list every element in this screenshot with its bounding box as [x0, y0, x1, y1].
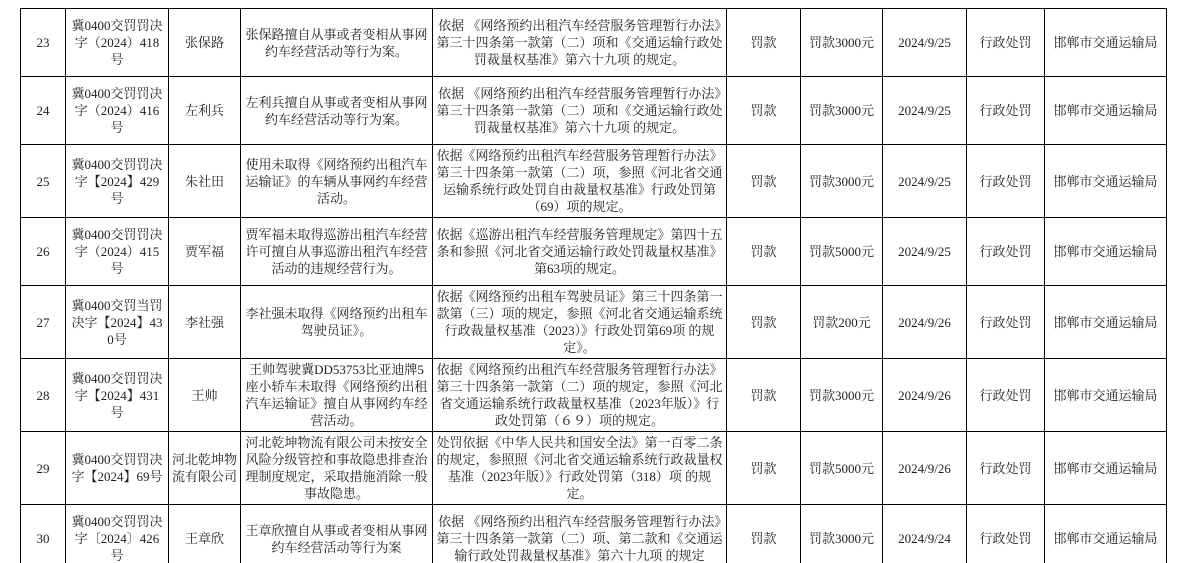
- cell-party-name: 李社强: [169, 286, 241, 359]
- cell-decision-date: 2024/9/25: [883, 145, 967, 218]
- cell-penalty-amount: 罚款3000元: [801, 9, 883, 77]
- cell-legal-basis: 依据 《网络预约出租汽车经营服务管理暂行办法》第三十四条第一款第（二）项和《交通运输行政处罚裁量权基准》第六十九项 的规定。: [433, 9, 727, 77]
- table-row: [21, 505, 1167, 563]
- cell-penalty-category: 行政处罚: [967, 432, 1045, 505]
- cell-penalty-amount: 罚款3000元: [801, 505, 883, 563]
- cell-case-summary: 河北乾坤物流有限公司未按安全风险分级管控和事故隐患排查治理制度规定，采取措施消除一般事故隐患。: [241, 432, 433, 505]
- cell-party-name: 王章欣: [169, 505, 241, 563]
- cell-doc-number: 冀0400交罚罚决字【2024】429号: [66, 145, 169, 218]
- cell-decision-date: 2024/9/25: [883, 218, 967, 286]
- cell-legal-basis: 依据《网络预约出租汽车经营服务管理暂行办法》第三十四条第一款第（二）项的规定，参照《河北省交通运输系统行政裁量权基准（2023年版）》行政处罚第（６９）项的规定。: [433, 359, 727, 432]
- cell-authority: 邯郸市交通运输局: [1045, 9, 1167, 77]
- cell-legal-basis: 处罚依据《中华人民共和国安全法》第一百零二条的规定，参照照《河北省交通运输系统行政裁量权基准（2023年版）》行政处罚第（318）项 的规定。: [433, 432, 727, 505]
- cell-seq: 30: [21, 505, 66, 563]
- cell-penalty-type: 罚款: [727, 505, 801, 563]
- table-row: [21, 286, 1167, 359]
- table-row: [21, 432, 1167, 505]
- cell-authority: 邯郸市交通运输局: [1045, 286, 1167, 359]
- cell-decision-date: 2024/9/24: [883, 505, 967, 563]
- cell-doc-number: 冀0400交罚罚决字（2024）418号: [66, 9, 169, 77]
- cell-doc-number: 冀0400交罚罚决字（2024）415号: [66, 218, 169, 286]
- cell-authority: 邯郸市交通运输局: [1045, 145, 1167, 218]
- cell-penalty-category: 行政处罚: [967, 77, 1045, 145]
- cell-party-name: 左利兵: [169, 77, 241, 145]
- cell-case-summary: 左利兵擅自从事或者变相从事网约车经营活动等行为案。: [241, 77, 433, 145]
- cell-penalty-type: 罚款: [727, 286, 801, 359]
- cell-authority: 邯郸市交通运输局: [1045, 432, 1167, 505]
- cell-authority: 邯郸市交通运输局: [1045, 218, 1167, 286]
- cell-penalty-category: 行政处罚: [967, 9, 1045, 77]
- cell-doc-number: 冀0400交罚罚决字〔2024〕426号: [66, 505, 169, 563]
- cell-seq: 28: [21, 359, 66, 432]
- penalty-table-body: [21, 9, 1167, 563]
- cell-party-name: 贾军福: [169, 218, 241, 286]
- cell-penalty-type: 罚款: [727, 9, 801, 77]
- cell-penalty-type: 罚款: [727, 432, 801, 505]
- cell-doc-number: 冀0400交罚罚决字【2024】69号: [66, 432, 169, 505]
- table-row: [21, 218, 1167, 286]
- cell-penalty-amount: 罚款3000元: [801, 145, 883, 218]
- cell-case-summary: 张保路擅自从事或者变相从事网约车经营活动等行为案。: [241, 9, 433, 77]
- cell-legal-basis: 依据《网络预约出租汽车经营服务管理暂行办法》第三十四条第一款第（二）项，参照《河北省交通运输系统行政处罚自由裁量权基准》行政处罚第（69）项的规定。: [433, 145, 727, 218]
- cell-seq: 27: [21, 286, 66, 359]
- cell-case-summary: 使用未取得《网络预约出租汽车运输证》的车辆从事网约车经营活动。: [241, 145, 433, 218]
- cell-decision-date: 2024/9/26: [883, 359, 967, 432]
- cell-party-name: 张保路: [169, 9, 241, 77]
- cell-party-name: 朱社田: [169, 145, 241, 218]
- cell-seq: 24: [21, 77, 66, 145]
- cell-decision-date: 2024/9/25: [883, 9, 967, 77]
- cell-penalty-type: 罚款: [727, 359, 801, 432]
- cell-penalty-category: 行政处罚: [967, 505, 1045, 563]
- table-row: [21, 359, 1167, 432]
- cell-authority: 邯郸市交通运输局: [1045, 359, 1167, 432]
- cell-seq: 23: [21, 9, 66, 77]
- cell-penalty-amount: 罚款3000元: [801, 359, 883, 432]
- cell-decision-date: 2024/9/25: [883, 77, 967, 145]
- cell-authority: 邯郸市交通运输局: [1045, 505, 1167, 563]
- table-row: [21, 9, 1167, 77]
- cell-penalty-amount: 罚款3000元: [801, 77, 883, 145]
- cell-seq: 26: [21, 218, 66, 286]
- penalty-table: [20, 8, 1167, 563]
- table-row: [21, 145, 1167, 218]
- cell-legal-basis: 依据 《网络预约出租汽车经营服务管理暂行办法》第三十四条第一款第（二）项和《交通运输行政处罚裁量权基准》第六十九项 的规定。: [433, 77, 727, 145]
- cell-seq: 29: [21, 432, 66, 505]
- cell-penalty-amount: 罚款200元: [801, 286, 883, 359]
- cell-doc-number: 冀0400交罚罚决字（2024）416号: [66, 77, 169, 145]
- cell-doc-number: 冀0400交罚罚决字【2024】431号: [66, 359, 169, 432]
- cell-doc-number: 冀0400交罚当罚决字【2024】430号: [66, 286, 169, 359]
- cell-case-summary: 李社强未取得《网络预约出租车驾驶员证》。: [241, 286, 433, 359]
- cell-penalty-amount: 罚款5000元: [801, 218, 883, 286]
- cell-legal-basis: 依据《巡游出租汽车经营服务管理规定》第四十五条和参照《河北省交通运输行政处罚裁量权基准》第63项的规定。: [433, 218, 727, 286]
- cell-party-name: 河北乾坤物流有限公司: [169, 432, 241, 505]
- cell-penalty-category: 行政处罚: [967, 218, 1045, 286]
- cell-authority: 邯郸市交通运输局: [1045, 77, 1167, 145]
- cell-penalty-amount: 罚款5000元: [801, 432, 883, 505]
- cell-penalty-type: 罚款: [727, 145, 801, 218]
- cell-decision-date: 2024/9/26: [883, 432, 967, 505]
- cell-party-name: 王帅: [169, 359, 241, 432]
- cell-penalty-category: 行政处罚: [967, 286, 1045, 359]
- cell-legal-basis: 依据《网络预约出租车驾驶员证》第三十四条第一款第（三）项的规定，参照《河北省交通运输系统行政裁量权基准（2023）》行政处罚第69项 的规定》。: [433, 286, 727, 359]
- cell-case-summary: 王章欣擅自从事或者变相从事网约车经营活动等行为案: [241, 505, 433, 563]
- cell-penalty-type: 罚款: [727, 218, 801, 286]
- cell-legal-basis: 依据 《网络预约出租汽车经营服务管理暂行办法》第三十四条第一款第（二）项、第二款和《交通运输行政处罚裁量权基准》第六十九项 的规定: [433, 505, 727, 563]
- cell-penalty-category: 行政处罚: [967, 145, 1045, 218]
- cell-penalty-category: 行政处罚: [967, 359, 1045, 432]
- table-row: [21, 77, 1167, 145]
- cell-seq: 25: [21, 145, 66, 218]
- cell-penalty-type: 罚款: [727, 77, 801, 145]
- cell-case-summary: 王帅驾驶冀DD53753比亚迪牌5座小轿车未取得《网络预约出租汽车运输证》擅自从事网约车经营活动。: [241, 359, 433, 432]
- cell-case-summary: 贾军福未取得巡游出租汽车经营许可擅自从事巡游出租汽车经营活动的违规经营行为。: [241, 218, 433, 286]
- cell-decision-date: 2024/9/26: [883, 286, 967, 359]
